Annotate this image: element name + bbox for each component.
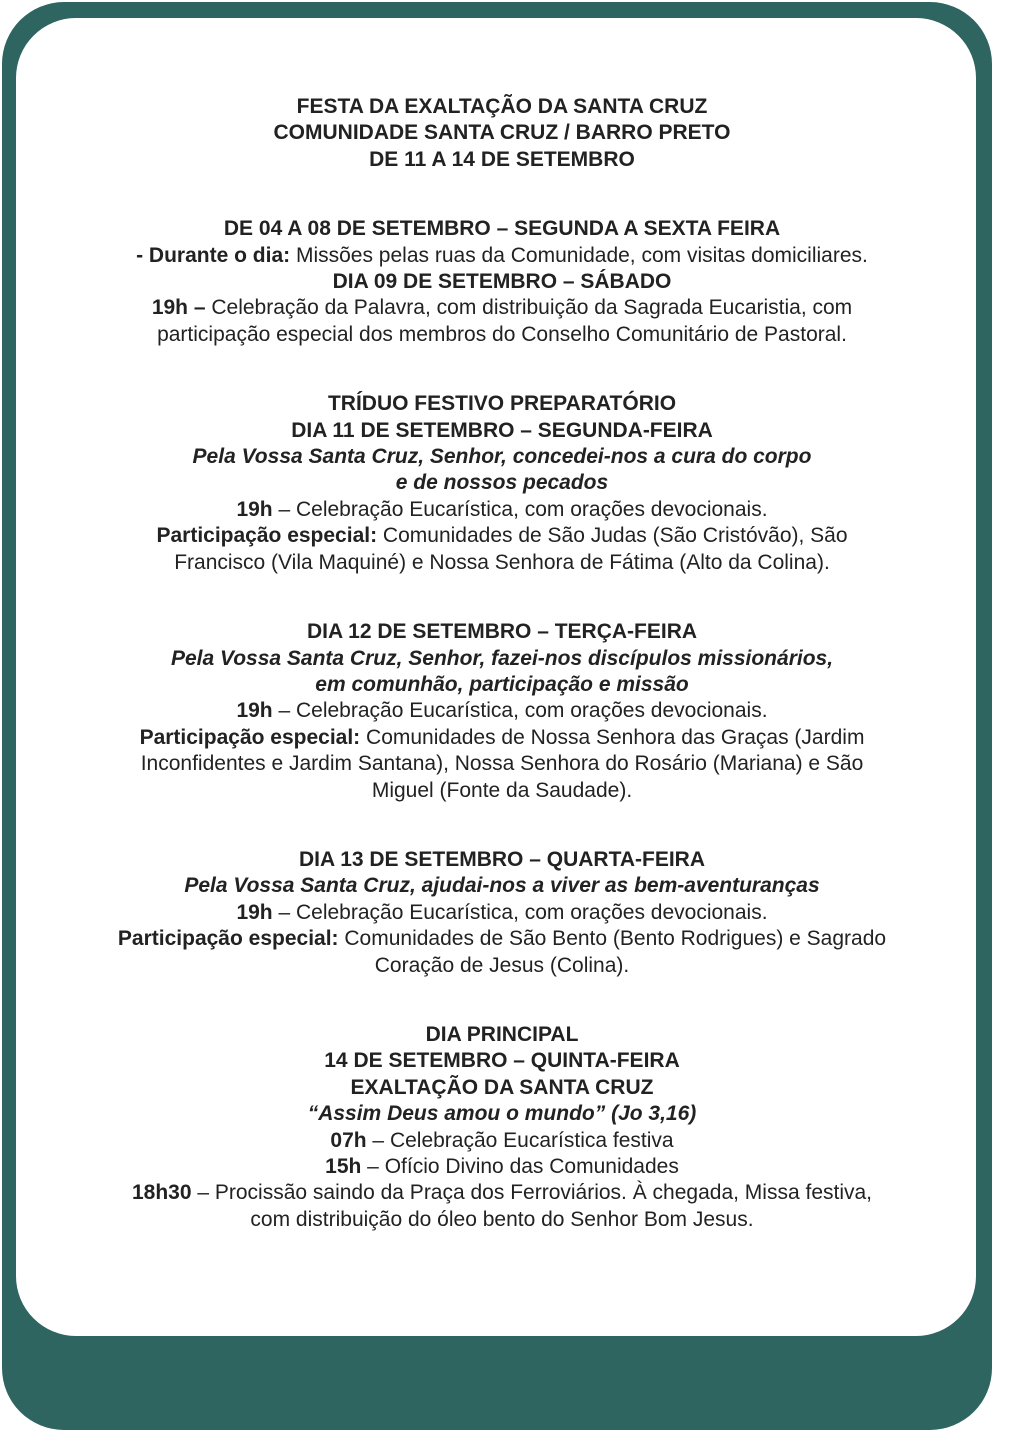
day11-part-text: Comunidades de São Judas (São Cristóvão), São bbox=[377, 524, 848, 548]
main-day-title: DIA PRINCIPAL bbox=[425, 1022, 579, 1046]
day12-time-text: – Celebração Eucarística, com orações devocionais. bbox=[272, 699, 768, 723]
saturday-text-1 bbox=[22, 295, 982, 321]
triduo-title: TRÍDUO FESTIVO PREPARATÓRIO bbox=[327, 392, 677, 416]
day13-motto: Pela Vossa Santa Cruz, ajudai-nos a viver as bem-aventuranças bbox=[184, 874, 820, 898]
day14-time2: 15h bbox=[325, 1155, 362, 1178]
day11-part-label: Participação especial: bbox=[156, 524, 378, 548]
day11-title: DIA 11 DE SETEMBRO – SEGUNDA-FEIRA bbox=[291, 418, 713, 442]
saturday-title: DIA 09 DE SETEMBRO – SÁBADO bbox=[332, 270, 672, 294]
day12-title: DIA 12 DE SETEMBRO – TERÇA-FEIRA bbox=[306, 620, 698, 644]
day13-time: 19h bbox=[236, 900, 273, 924]
festival-program bbox=[22, 94, 982, 1233]
pre-events-section bbox=[22, 216, 982, 348]
day12-motto-1: Pela Vossa Santa Cruz, Senhor, fazei-nos discípulos missionários, bbox=[170, 646, 834, 670]
day14-quote: “Assim Deus amou o mundo” (Jo 3,16) bbox=[307, 1102, 697, 1126]
day13-part-text: Comunidades de São Bento (Bento Rodrigues) e Sagrado bbox=[338, 927, 887, 951]
day11-section bbox=[22, 391, 982, 576]
header-community: COMUNIDADE SANTA CRUZ / BARRO PRETO bbox=[273, 121, 731, 145]
day14-time1: 07h bbox=[330, 1128, 367, 1152]
header-title: FESTA DA EXALTAÇÃO DA SANTA CRUZ bbox=[296, 95, 708, 118]
day11-time-text: – Celebração Eucarística, com orações devocionais. bbox=[272, 497, 768, 521]
day13-participation-2: Coração de Jesus (Colina). bbox=[374, 953, 630, 977]
day12-motto-2: em comunhão, participação e missão bbox=[315, 672, 689, 696]
day13-part-label: Participação especial: bbox=[117, 927, 339, 951]
header-dates: DE 11 A 14 DE SETEMBRO bbox=[369, 147, 635, 171]
day14-title: 14 DE SETEMBRO – QUINTA-FEIRA bbox=[324, 1049, 680, 1073]
day14-text3: – Procissão saindo da Praça dos Ferroviários. À chegada, Missa festiva, bbox=[191, 1181, 873, 1205]
day14-subtitle: EXALTAÇÃO DA SANTA CRUZ bbox=[350, 1075, 654, 1099]
day11-time: 19h bbox=[236, 497, 273, 521]
day14-text1: – Celebração Eucarística festiva bbox=[366, 1128, 674, 1152]
day11-participation-1 bbox=[22, 523, 982, 549]
day13-participation-1 bbox=[22, 926, 982, 952]
day14-time3: 18h30 bbox=[131, 1181, 192, 1205]
header bbox=[22, 94, 982, 173]
day12-participation-3: Miguel (Fonte da Saudade). bbox=[371, 778, 633, 802]
day12-time: 19h bbox=[236, 699, 273, 723]
day11-motto-2: e de nossos pecados bbox=[395, 471, 609, 495]
saturday-time: 19h – bbox=[151, 296, 206, 320]
day14-procession-2: com distribuição do óleo bento do Senhor Bom Jesus. bbox=[250, 1207, 754, 1231]
saturday-text: Celebração da Palavra, com distribuição da Sagrada Eucaristia, com bbox=[205, 296, 853, 320]
day14-text2: – Ofício Divino das Comunidades bbox=[361, 1155, 679, 1178]
day13-celebration bbox=[22, 900, 982, 926]
day11-motto-1: Pela Vossa Santa Cruz, Senhor, concedei-nos a cura do corpo bbox=[192, 445, 812, 469]
pre-events-during bbox=[22, 243, 982, 269]
day12-part-label: Participação especial: bbox=[139, 725, 361, 749]
day13-time-text: – Celebração Eucarística, com orações devocionais. bbox=[272, 900, 768, 924]
day14-office bbox=[22, 1154, 982, 1180]
pre-events-title: DE 04 A 08 DE SETEMBRO – SEGUNDA A SEXTA FEIRA bbox=[223, 217, 781, 241]
day14-procession-1 bbox=[22, 1180, 982, 1206]
day12-part-text: Comunidades de Nossa Senhora das Graças (Jardim bbox=[360, 725, 865, 749]
day13-title: DIA 13 DE SETEMBRO – QUARTA-FEIRA bbox=[298, 847, 706, 871]
saturday-text-2: participação especial dos membros do Conselho Comunitário de Pastoral. bbox=[157, 322, 847, 346]
day12-section bbox=[22, 619, 982, 804]
during-text: Missões pelas ruas da Comunidade, com visitas domiciliares. bbox=[290, 243, 868, 267]
day12-participation-1 bbox=[22, 725, 982, 751]
day11-participation-2: Francisco (Vila Maquiné) e Nossa Senhora de Fátima (Alto da Colina). bbox=[174, 550, 830, 574]
during-label: - Durante o dia: bbox=[136, 243, 291, 267]
day14-section bbox=[22, 1022, 982, 1233]
day12-celebration bbox=[22, 698, 982, 724]
day13-section bbox=[22, 847, 982, 979]
day11-celebration bbox=[22, 497, 982, 523]
day14-mass bbox=[22, 1128, 982, 1154]
day12-participation-2: Inconfidentes e Jardim Santana), Nossa Senhora do Rosário (Mariana) e São bbox=[140, 752, 864, 776]
